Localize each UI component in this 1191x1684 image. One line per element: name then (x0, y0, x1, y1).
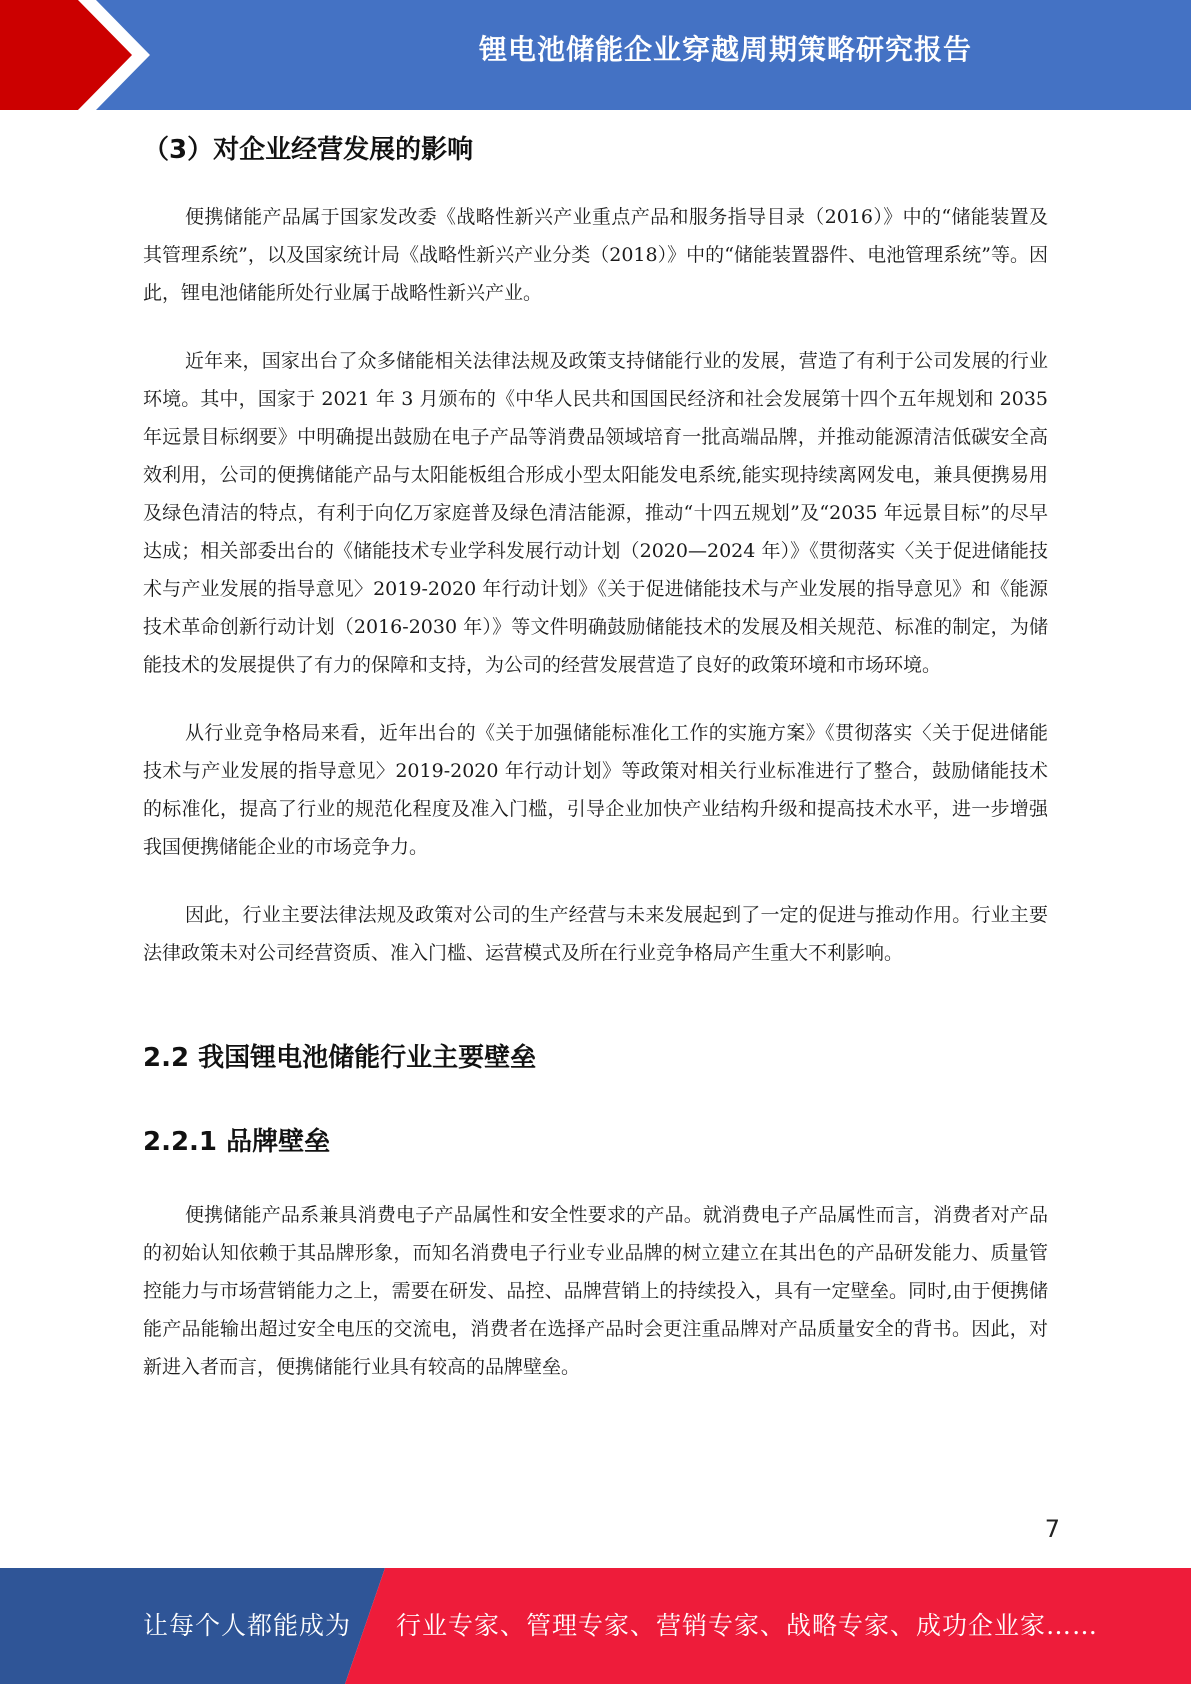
page-content (143, 126, 1048, 1386)
page-header (0, 0, 1191, 110)
paragraph: 因此，行业主要法律法规及政策对公司的生产经营与未来发展起到了一定的促进与推动作用。行业主要法律政策未对公司经营资质、准入门槛、运营模式及所在行业竞争格局产生重大不利影响。 (143, 904, 1048, 964)
page-number: 7 (1044, 1515, 1060, 1543)
section-heading: 2.2 我国锂电池储能行业主要壁垒 (143, 1043, 537, 1073)
section-heading: 2.2.1 品牌壁垒 (143, 1127, 331, 1157)
subsection-heading: （3）对企业经营发展的影响 (143, 135, 474, 165)
footer-slogan-right: 行业专家、管理专家、营销专家、战略专家、成功企业家…… (396, 1611, 1099, 1640)
report-title: 锂电池储能企业穿越周期策略研究报告 (478, 33, 972, 66)
page-footer (0, 1568, 1191, 1684)
paragraph: 便携储能产品系兼具消费电子产品属性和安全性要求的产品。就消费电子产品属性而言，消费者对产品的初始认知依赖于其品牌形象，而知名消费电子行业专业品牌的树立建立在其出色的产品研发能力、质量管控能力与市场营销能力之上，需要在研发、品控、品牌营销上的持续投入，具有一定壁垒。同时,由于便携储能产品能输出超过安全电压的交流电，消费者在选择产品时会更注重品牌对产品质量安全的背书。因此，对新进入者而言，便携储能行业具有较高的品牌壁垒。 (143, 1204, 1048, 1378)
paragraph: 便携储能产品属于国家发改委《战略性新兴产业重点产品和服务指导目录（2016）》中的“储能装置及其管理系统”，以及国家统计局《战略性新兴产业分类（2018）》中的“储能装置器件、电池管理系统”等。因此，锂电池储能所处行业属于战略性新兴产业。 (143, 206, 1048, 304)
paragraph: 近年来，国家出台了众多储能相关法律法规及政策支持储能行业的发展，营造了有利于公司发展的行业环境。其中，国家于 2021 年 3 月颁布的《中华人民共和国国民经济和社会发展第十四个五年规划和 2035 年远景目标纲要》中明确提出鼓励在电子产品等消费品领域培育一批高端品牌，并推动能源清洁低碳安全高效利用，公司的便携储能产品与太阳能板组合形成小型太阳能发电系统,能实现持续离网发电，兼具便携易用及绿色清洁的特点，有利于向亿万家庭普及绿色清洁能源，推动“十四五规划”及“2035 年远景目标”的尽早达成；相关部委出台的《储能技术专业学科发展行动计划（2020—2024 年）》《贯彻落实〈关于促进储能技术与产业发展的指导意见〉2019-2020 年行动计划》《关于促进储能技术与产业发展的指导意见》和《能源技术革命创新行动计划（2016-2030 年）》等文件明确鼓励储能技术的发展及相关规范、标准的制定，为储能技术的发展提供了有力的保障和支持，为公司的经营发展营造了良好的政策环境和市场环境。 (143, 350, 1048, 676)
paragraph: 从行业竞争格局来看，近年出台的《关于加强储能标准化工作的实施方案》《贯彻落实〈关于促进储能技术与产业发展的指导意见〉2019-2020 年行动计划》等政策对相关行业标准进行了整合，鼓励储能技术的标准化，提高了行业的规范化程度及准入门槛，引导企业加快产业结构升级和提高技术水平，进一步增强我国便携储能企业的市场竞争力。 (143, 722, 1048, 858)
footer-slogan-left: 让每个人都能成为 (143, 1611, 352, 1640)
